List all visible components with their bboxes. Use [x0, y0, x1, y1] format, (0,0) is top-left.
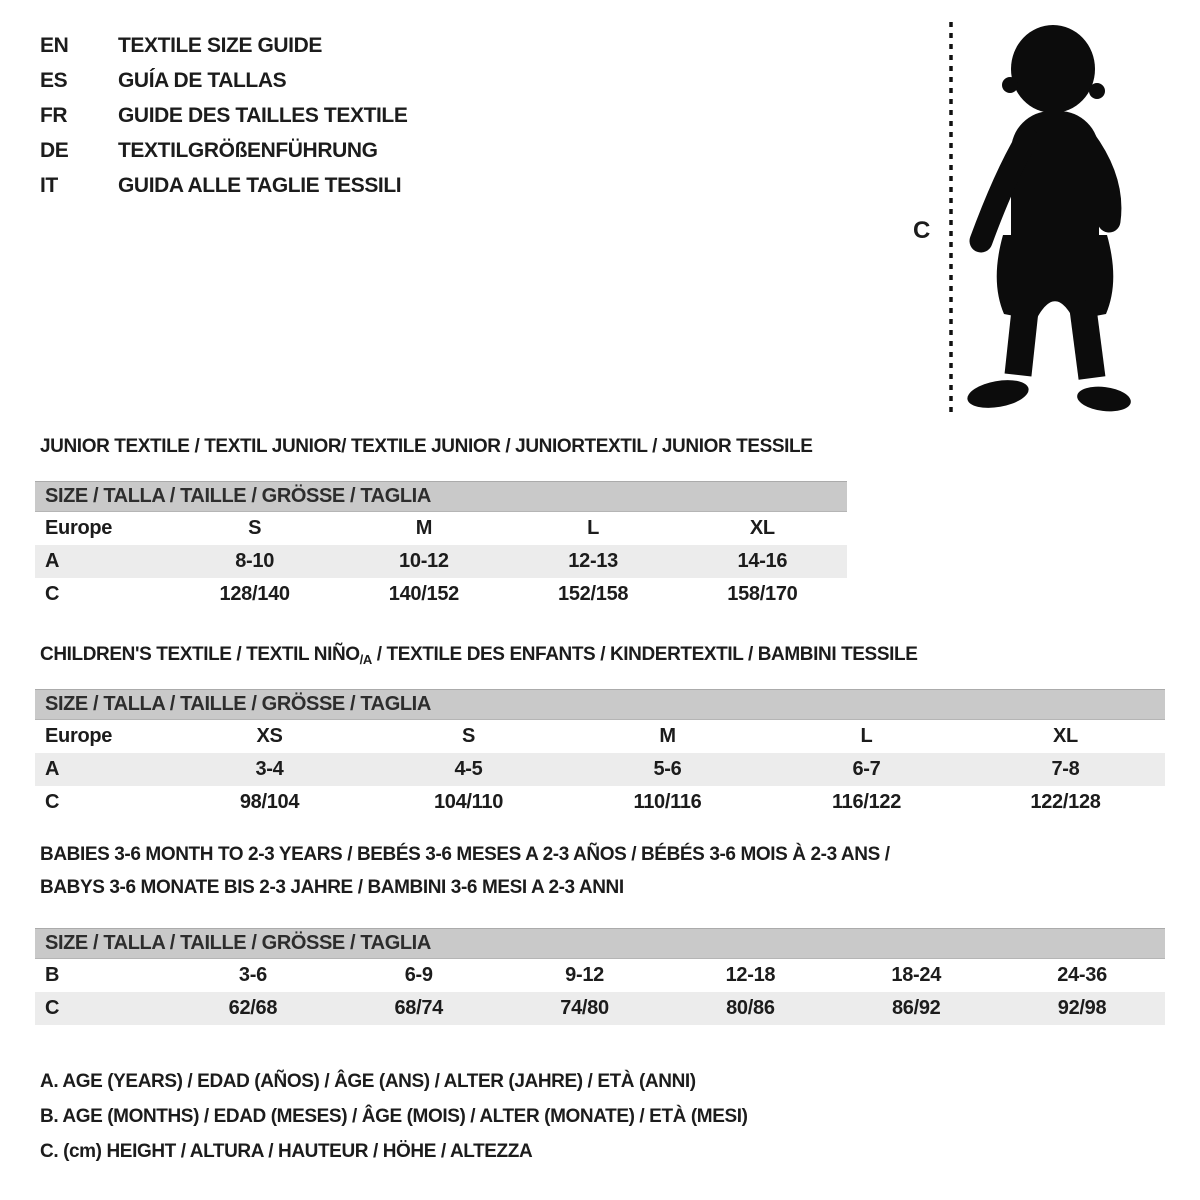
language-row-es: [40, 63, 407, 98]
height-cell: 128/140: [219, 583, 290, 605]
row-label: B: [45, 964, 60, 986]
size-header-bar: SIZE / TALLA / TAILLE / GRÖSSE / TAGLIA: [35, 481, 847, 512]
junior-size-table: [35, 481, 847, 611]
table-row: [35, 992, 1165, 1025]
toddler-silhouette-icon: [965, 23, 1140, 418]
height-dashed-line-icon: [947, 20, 955, 417]
row-label: C: [45, 583, 60, 605]
children-section-title: [40, 644, 917, 667]
row-label: A: [45, 550, 60, 572]
age-cell: 7-8: [1051, 758, 1080, 780]
size-header-bar: SIZE / TALLA / TAILLE / GRÖSSE / TAGLIA: [35, 928, 1165, 959]
age-cell: 9-12: [565, 964, 604, 986]
legend-line-c: C. (cm) HEIGHT / ALTURA / HAUTEUR / HÖHE / ALTEZZA: [40, 1141, 533, 1162]
age-cell: 3-6: [238, 964, 267, 986]
height-cell: 80/86: [726, 997, 775, 1019]
height-cell: 140/152: [388, 583, 459, 605]
size-cell: M: [659, 725, 676, 747]
height-cell: 110/116: [633, 791, 702, 813]
size-cell: L: [587, 517, 600, 539]
row-label: C: [45, 997, 60, 1019]
babies-size-table: [35, 928, 1165, 1025]
age-cell: 14-16: [737, 550, 788, 572]
table-row: [35, 786, 1165, 819]
height-cell: 116/122: [831, 791, 902, 813]
size-cell: M: [415, 517, 433, 539]
size-cell: S: [461, 725, 476, 747]
age-cell: 6-9: [404, 964, 433, 986]
language-row-de: [40, 133, 407, 168]
table-row: [35, 959, 1165, 992]
age-cell: 12-13: [568, 550, 618, 572]
language-code: FR: [40, 103, 68, 127]
table-row: [35, 545, 847, 578]
language-code: IT: [40, 173, 58, 197]
size-header-bar: SIZE / TALLA / TAILLE / GRÖSSE / TAGLIA: [35, 689, 1165, 720]
age-cell: 6-7: [852, 758, 881, 780]
guide-title-en: TEXTILE SIZE GUIDE: [118, 33, 322, 57]
legend-line-b: B. AGE (MONTHS) / EDAD (MESES) / ÂGE (MOIS) / ALTER (MONATE) / ETÀ (MESI): [40, 1106, 748, 1127]
legend-line-a: A. AGE (YEARS) / EDAD (AÑOS) / ÂGE (ANS) / ALTER (JAHRE) / ETÀ (ANNI): [40, 1071, 696, 1092]
guide-title-es: GUÍA DE TALLAS: [118, 68, 287, 92]
age-cell: 5-6: [653, 758, 682, 780]
guide-title-de: TEXTILGRÖßENFÜHRUNG: [118, 138, 378, 162]
legend: [40, 1064, 748, 1169]
age-cell: 3-4: [255, 758, 284, 780]
age-cell: 8-10: [235, 550, 275, 572]
children-title-sub: /A: [359, 652, 372, 667]
age-cell: 18-24: [891, 964, 942, 986]
age-cell: 10-12: [399, 550, 449, 572]
height-cell: 74/80: [560, 997, 609, 1019]
height-cell: 62/68: [228, 997, 278, 1019]
language-row-it: [40, 168, 407, 203]
table-row: [35, 753, 1165, 786]
table-row: [35, 512, 847, 545]
row-label: C: [45, 791, 60, 813]
size-cell: XS: [256, 725, 283, 747]
babies-section-title-line1: BABIES 3-6 MONTH TO 2-3 YEARS / BEBÉS 3-6 MESES A 2-3 AÑOS / BÉBÉS 3-6 MOIS À 2-3 ANS /: [40, 844, 890, 865]
size-cell: XL: [749, 517, 775, 539]
height-cell: 122/128: [1030, 791, 1101, 813]
children-title-pre: CHILDREN'S TEXTILE / TEXTIL NIÑO: [40, 644, 360, 665]
language-row-fr: [40, 98, 407, 133]
babies-section-title-line2: BABYS 3-6 MONATE BIS 2-3 JAHRE / BAMBINI 3-6 MESI A 2-3 ANNI: [40, 877, 624, 898]
language-row-en: [40, 28, 407, 63]
height-cell: 92/98: [1057, 997, 1107, 1019]
children-title-post: / TEXTILE DES ENFANTS / KINDERTEXTIL / BAMBINI TESSILE: [371, 644, 918, 665]
language-header: [40, 28, 407, 203]
height-marker-label: C: [913, 217, 931, 244]
row-label: Europe: [45, 725, 113, 747]
junior-section-title: JUNIOR TEXTILE / TEXTIL JUNIOR/ TEXTILE JUNIOR / JUNIORTEXTIL / JUNIOR TESSILE: [40, 436, 813, 457]
language-code: EN: [40, 33, 69, 57]
height-cell: 98/104: [239, 791, 300, 813]
guide-title-fr: GUIDE DES TAILLES TEXTILE: [118, 103, 408, 127]
height-cell: 104/110: [433, 791, 504, 813]
guide-title-it: GUIDA ALLE TAGLIE TESSILI: [118, 173, 402, 197]
height-cell: 68/74: [394, 997, 444, 1019]
row-label: Europe: [45, 517, 113, 539]
age-cell: 12-18: [725, 964, 776, 986]
table-row: [35, 578, 847, 611]
language-code: DE: [40, 138, 69, 162]
size-cell: L: [860, 725, 873, 747]
size-cell: XL: [1053, 725, 1078, 747]
age-cell: 24-36: [1057, 964, 1107, 986]
row-label: A: [45, 758, 60, 780]
age-cell: 4-5: [454, 758, 483, 780]
height-figure: [905, 15, 1155, 425]
children-size-table: [35, 689, 1165, 819]
size-cell: S: [248, 517, 262, 539]
height-cell: 152/158: [558, 583, 629, 605]
language-code: ES: [40, 68, 68, 92]
height-cell: 86/92: [891, 997, 941, 1019]
table-row: [35, 720, 1165, 753]
height-cell: 158/170: [727, 583, 798, 605]
